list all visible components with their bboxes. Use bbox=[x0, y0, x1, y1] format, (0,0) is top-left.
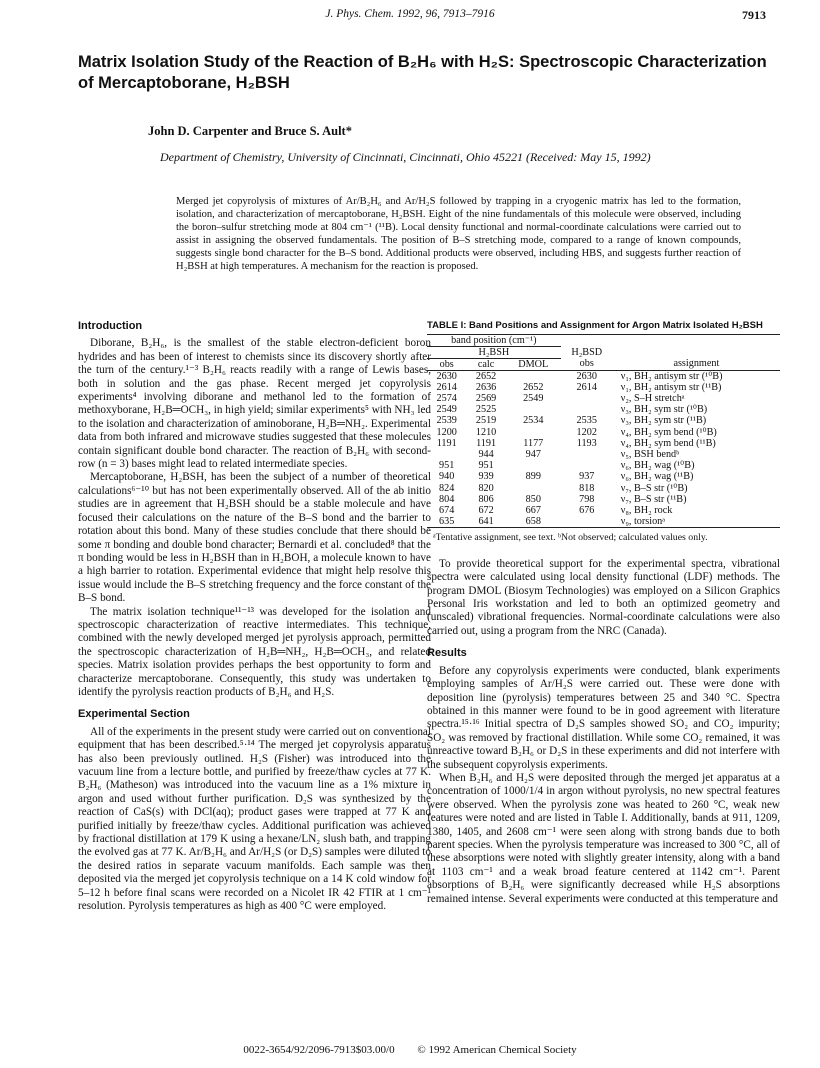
cell-dmol: 2549 bbox=[523, 392, 544, 404]
page-number: 7913 bbox=[742, 8, 766, 22]
cell-assignment: ν₄, BH₂ sym bend (¹¹B) bbox=[620, 437, 716, 449]
copyright: © 1992 American Chemical Society bbox=[417, 1044, 577, 1056]
band-position-header: band position (cm⁻¹) bbox=[427, 334, 561, 346]
results-heading: Results bbox=[427, 647, 467, 660]
cell-obs: 2574 bbox=[436, 392, 457, 404]
cell-calc: 951 bbox=[478, 460, 494, 472]
cell-assignment: ν₂, S–H stretchᵃ bbox=[620, 392, 685, 404]
cell-assignment: ν₄, BH₂ sym bend (¹⁰B) bbox=[620, 426, 717, 438]
experimental-paragraph-1: All of the experiments in the present study were carried out on conventional equipment that has been described.⁵·¹⁴ The merged jet copyrolysis apparatus has also been previously outlined. H₂S (Fisher) was introduced into the vacuum line from a lecture bottle, and purified by freeze/thaw cycles at 77 K. B₂H₆ (Matheson) was introduced into the vacuum line as a 1% mixture in argon and used without further purification. D₂S was synthesized by the reaction of CaS(s) with DCl(aq); product gases were trapped at 77 K and purified initially by freeze/thaw cycles. Additional purification was achieved by fractional distillation at 179 K using a hexane/LN₂ slush bath, and trapping the evolved gas at 77 K. Ar/B₂H₆ and Ar/H₂S (or D₂S) samples were diluted to the desired ratios in separate vacuum manifolds. Each sample was then deposited via the merged jet copyrolysis technique on a 14 K cold window for 5–12 h before final scans were recorded on a Nicolet IR 42 FTIR at 1 cm⁻¹ resolution. Pyrolysis temperatures as high as 400 °C were employed. bbox=[78, 725, 431, 913]
intro-paragraph-1: Diborane, B₂H₆, is the smallest of the stable electron-deficient boron hydrides and has been of interest to chemists since its discovery shortly after the turn of the century.¹⁻³ B₂H₆ reacts readily with a range of Lewis bases, both in solution and the gas phase. Recent merged jet copyrolysis experiments⁴ involving diborane and methanol led to the formation of methoxyborane, H₂B═OCH₃, in high yield; similar experiments⁵ with NH₃ led to the isolation and characterization of aminoborane, H₂B═NH₂. Experimental data from both infrared and microwave studies suggested that these molecules contain significant double bond character. The reaction of B₂H₆ with second-row (n = 3) bases might lead to related intermediate species. bbox=[78, 337, 431, 471]
cell-obs: 674 bbox=[439, 504, 455, 516]
article-title: Matrix Isolation Study of the Reaction of B₂H₆ with H₂S: Spectroscopic Characterization of Mercaptoborane, H₂BSH bbox=[78, 53, 767, 92]
experimental-heading: Experimental Section bbox=[78, 708, 190, 721]
abstract: Merged jet copyrolysis of mixtures of Ar/B₂H₆ and Ar/H₂S followed by trapping in a cryogenic matrix has led to the formation, isolation, and characterization of mercaptoborane, H₂BSH. Eight of the nine fundamentals of this molecule were observed, including the boron–sulfur stretching mode at 804 cm⁻¹ (¹¹B). Local density functional and normal-coordinate calculations were carried out to assist in assigning the observed fundamentals. The position of B–S stretching mode, compared to a range of known compounds, suggests single bond character for the B–S bond. Additional products were observed, including HBS, and suggests further reaction of H₂BSH at high temperatures. A mechanism for the reaction is proposed. bbox=[176, 196, 741, 273]
results-paragraph-2: When B₂H₆ and H₂S were deposited through the merged jet apparatus at a concentration of 1000/1/4 in argon without pyrolysis, no new spectral features were observed. When the pyrolysis zone was heated to 260 °C, weak new features were noted and are listed in Table I. Additionally, bands at 911, 1209, 1380, 1405, and 2608 cm⁻¹ were seen along with strong bands due to both parent species. When the pyrolysis temperature was increased to 300 °C, all of these absorptions were noted with slightly greater intensity, along with a band at 1103 cm⁻¹ and a weak broad feature centered at 1142 cm⁻¹. Parent absorptions of B₂H₆ were significantly decreased while H₂S absorptions remained intense. Several experiments were conducted at this temperature and bbox=[427, 771, 780, 905]
table-row bbox=[427, 505, 780, 516]
col-calc: calc bbox=[477, 358, 495, 370]
cell-obs: 2630 bbox=[436, 370, 457, 382]
cell-calc: 806 bbox=[478, 493, 494, 505]
cell-dmol: 1177 bbox=[523, 437, 544, 449]
cell-obs: 804 bbox=[439, 493, 455, 505]
page-footer bbox=[0, 1044, 820, 1056]
authors: John D. Carpenter and Bruce S. Ault* bbox=[148, 124, 352, 138]
cell-calc: 2636 bbox=[475, 381, 497, 393]
table-row bbox=[427, 370, 780, 382]
col-assignment: assignment bbox=[673, 358, 720, 370]
intro-paragraph-3: The matrix isolation technique¹¹⁻¹³ was developed for the isolation and spectroscopic characterization of reactive intermediates. This technique, combined with the newly developed merged jet pyrolysis approach, permitted the spectroscopic characterization of H₂B═NH₂, H₂B═OCH₃, and related species. Matrix isolation provides perhaps the best opportunity to form and characterize mercaptoborane. Consequently, this study was undertaken to identify the pyrolysis reaction products of B₂H₆ and H₂S. bbox=[78, 605, 431, 698]
table-body bbox=[427, 370, 780, 528]
table-row bbox=[427, 393, 780, 404]
cell-obs-d: 1202 bbox=[576, 426, 597, 438]
cell-calc: 2525 bbox=[475, 404, 497, 416]
journal-citation: J. Phys. Chem. 1992, 96, 7913–7916 bbox=[325, 8, 495, 20]
cell-obs-d: 2614 bbox=[576, 381, 597, 393]
cell-obs-d: 2535 bbox=[576, 415, 597, 427]
cell-obs: 824 bbox=[439, 482, 455, 494]
col-dmol: DMOL bbox=[518, 358, 549, 370]
cell-obs: 2614 bbox=[436, 381, 457, 393]
cell-assignment: ν₆, BH₂ wag (¹⁰B) bbox=[620, 460, 695, 472]
cell-obs-d: 798 bbox=[579, 493, 595, 505]
cell-obs: 2549 bbox=[436, 404, 457, 416]
cell-calc: 820 bbox=[478, 482, 494, 494]
cell-dmol bbox=[506, 370, 561, 382]
table-row bbox=[427, 460, 780, 471]
cell-assignment: ν₇, B–S str (¹¹B) bbox=[620, 493, 687, 505]
cell-assignment: ν₈, BH₂ rock bbox=[620, 504, 673, 516]
running-header bbox=[0, 8, 820, 28]
cell-obs-d bbox=[561, 516, 613, 528]
cell-obs-d: 1193 bbox=[576, 437, 597, 449]
table-row bbox=[427, 483, 780, 494]
cell-dmol: 899 bbox=[525, 471, 541, 483]
cell-calc: 1210 bbox=[475, 426, 497, 438]
cell-assignment: ν₁, BH₂ antisym str (¹¹B) bbox=[620, 381, 722, 393]
cell-calc: 672 bbox=[478, 504, 494, 516]
introduction-heading: Introduction bbox=[78, 320, 143, 332]
article-code: 0022-3654/92/2096-7913$03.00/0 bbox=[243, 1044, 395, 1056]
cell-obs: 2539 bbox=[436, 415, 457, 427]
h2bsd-header: H₂BSD bbox=[571, 346, 603, 358]
left-column bbox=[78, 320, 431, 913]
cell-assignment: ν₃, BH₂ sym str (¹⁰B) bbox=[620, 404, 708, 416]
results-paragraph-1: Before any copyrolysis experiments were conducted, blank experiments employing samples of Ar/H₂S were carried out. These were done with deposition line (pyrolysis) temperatures between 25 and 340 °C. Spectra obtained in this manner were found to be in good agreement with literature spectra.¹⁵·¹⁶ Initial spectra of D₂S samples showed SO₂ and CO₂ impurity; SO₂ was removed by fractional distillation. While some CO₂ remained, it was unreactive toward B₂H₆ or D₂S in these experiments and did not interfere with the subsequent copyrolysis experiments. bbox=[427, 664, 780, 771]
right-column bbox=[427, 320, 780, 906]
cell-calc: 1191 bbox=[476, 437, 497, 449]
cell-calc: 2652 bbox=[475, 370, 497, 382]
cell-obs: 951 bbox=[439, 460, 455, 472]
cell-assignment: ν₆, BH₂ wag (¹¹B) bbox=[620, 471, 694, 483]
intro-paragraph-2: Mercaptoborane, H₂BSH, has been the subject of a number of theoretical calculations⁶⁻¹⁰ but has not been experimentally observed. All of the ab initio studies are in agreement that H₂BSH should be a stable molecule and have focused their calculations on the nature of the B–S bond and the barrier to rotation about this bond. Many of these studies conclude that there should be some π bonding and double bond character; Bernardi et al. concluded⁸ that the π bonding would be less in H₂BSH than in H₂BOH, a molecule known to have a high barrier to rotation. Experimental evidence that might help resolve this issue would include the B–S stretching frequency and the force constant of the B–S bond. bbox=[78, 471, 431, 605]
cell-obs bbox=[427, 449, 466, 460]
cell-dmol: 947 bbox=[525, 448, 541, 460]
h2bsh-header: H₂BSH bbox=[427, 346, 561, 358]
table-row bbox=[427, 516, 780, 528]
cell-assignment: ν₃, BH₂ sym str (¹¹B) bbox=[620, 415, 707, 427]
table-row bbox=[427, 449, 780, 460]
cell-calc: 939 bbox=[478, 471, 494, 483]
cell-calc: 2569 bbox=[475, 392, 497, 404]
table-footnote: ᵃTentative assignment, see text. ᵇNot observed; calculated values only. bbox=[433, 532, 708, 544]
cell-dmol bbox=[506, 483, 561, 494]
col-obs: obs bbox=[439, 358, 454, 370]
cell-dmol bbox=[506, 404, 561, 415]
cell-dmol: 658 bbox=[525, 516, 541, 528]
cell-assignment: ν₉, torsionᵃ bbox=[620, 516, 666, 528]
right-paragraph-1: To provide theoretical support for the experimental spectra, vibrational spectra were calculated using local density functional (LDF) methods. The program DMOL (Biosym Technologies) was employed on a Silicon Graphics Personal Iris workstation and led to both an optimized geometry and (unscaled) vibrational frequencies. Normal-coordinate calculations were also carried out, using a program from the NRC (Canada). bbox=[427, 557, 780, 637]
table-row bbox=[427, 494, 780, 505]
cell-assignment: ν₇, B–S str (¹⁰B) bbox=[620, 482, 688, 494]
table-row bbox=[427, 471, 780, 482]
cell-dmol bbox=[506, 427, 561, 438]
table-row bbox=[427, 438, 780, 449]
table-row bbox=[427, 404, 780, 415]
band-table bbox=[427, 334, 780, 529]
cell-assignment: ν₅, BSH bendᵇ bbox=[620, 448, 680, 460]
cell-calc: 944 bbox=[478, 448, 494, 460]
cell-assignment: ν₁, BH₂ antisym str (¹⁰B) bbox=[620, 370, 723, 382]
cell-obs: 1200 bbox=[436, 426, 457, 438]
cell-obs-d: 676 bbox=[579, 504, 595, 516]
col-obs-d: obs bbox=[579, 358, 594, 370]
cell-obs-d bbox=[561, 404, 613, 415]
table-row bbox=[427, 427, 780, 438]
table-row bbox=[427, 415, 780, 426]
cell-dmol: 850 bbox=[525, 493, 541, 505]
cell-calc: 641 bbox=[478, 516, 494, 528]
cell-obs-d: 937 bbox=[579, 471, 595, 483]
cell-calc: 2519 bbox=[475, 415, 497, 427]
cell-obs-d: 818 bbox=[579, 482, 595, 494]
cell-dmol: 2652 bbox=[523, 381, 544, 393]
cell-obs-d bbox=[561, 460, 613, 471]
cell-dmol: 667 bbox=[525, 504, 541, 516]
cell-dmol: 2534 bbox=[523, 415, 544, 427]
cell-obs: 635 bbox=[439, 516, 455, 528]
affiliation: Department of Chemistry, University of Cincinnati, Cincinnati, Ohio 45221 (Received: May 15, 1992) bbox=[160, 150, 651, 164]
table-caption: TABLE I: Band Positions and Assignment for Argon Matrix Isolated H₂BSH bbox=[427, 320, 763, 331]
cell-obs-d bbox=[561, 393, 613, 404]
cell-obs: 940 bbox=[439, 471, 455, 483]
cell-obs-d bbox=[561, 449, 613, 460]
cell-obs-d: 2630 bbox=[576, 370, 597, 382]
table-row bbox=[427, 382, 780, 393]
cell-obs: 1191 bbox=[436, 437, 457, 449]
cell-dmol bbox=[506, 460, 561, 471]
